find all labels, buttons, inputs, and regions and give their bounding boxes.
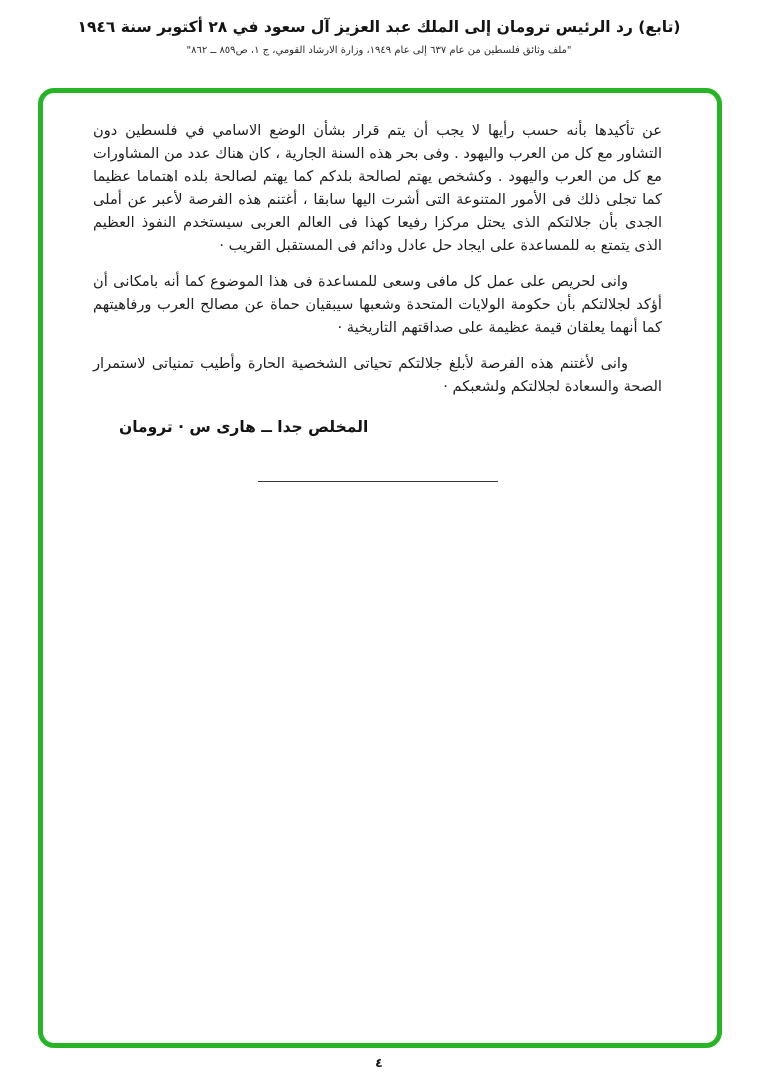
document-citation: "ملف وثائق فلسطين من عام ٦٣٧ إلى عام ١٩٤٩، وزارة الارشاد القومي، ج ١، ص٨٥٩ ــ ٨٦٢" (186, 45, 572, 56)
document-body (93, 119, 662, 482)
paragraph-2: وانى لحريص على عمل كل مافى وسعى للمساعدة فى هذا الموضوع كما أنه بامكانى أن أؤكد لجلالتكم بأن حكومة الولايات المتحدة وشعبها سيبقيان حماة عن مصالح العرب ورفاهيتهم كما أنهما يعلقان قيمة عظيمة على صداقتهم التاريخية · (93, 273, 662, 336)
content-border-box (38, 88, 722, 1048)
paragraph-1: عن تأكيدها بأنه حسب رأيها لا يجب أن يتم قرار بشأن الوضع الاسامي في فلسطين دون التشاور مع كل من العرب واليهود . وفى بحر هذه السنة الجارية ، كان هناك عدد من المشاورات مع كل من العرب واليهود . وكشخص يهتم لصالحة بلدكم كما يهتم لصالحة بلده اهتماما عظيما كما تجلى ذلك فى الأمور المتنوعة التى أشرت اليها سابقا ، أغتنم هذه الفرصة لأعبر عن أملى الجدى بأن جلالتكم الذى يحتل مركزا رفيعا كهذا فى العالم العربى سيستخدم النفوذ العظيم الذى يتمتع به للمساعدة على ايجاد حل عادل ودائم فى المستقبل القريب · (93, 122, 662, 254)
page-number: ٤ (375, 1055, 383, 1070)
document-title: (تابع) رد الرئيس ترومان إلى الملك عبد العزيز آل سعود في ٢٨ أكتوبر سنة ١٩٤٦ (77, 18, 681, 36)
section-divider (258, 481, 498, 482)
document-header (0, 18, 758, 56)
paragraph-3: وانى لأغتنم هذه الفرصة لأبلغ جلالتكم تحياتى الشخصية الحارة وأطيب تمنياتى لاستمرار الصحة والسعادة لجلالتكم ولشعبكم · (93, 355, 662, 395)
signature-line: المخلص جدا ــ هارى س · ترومان (119, 418, 369, 436)
